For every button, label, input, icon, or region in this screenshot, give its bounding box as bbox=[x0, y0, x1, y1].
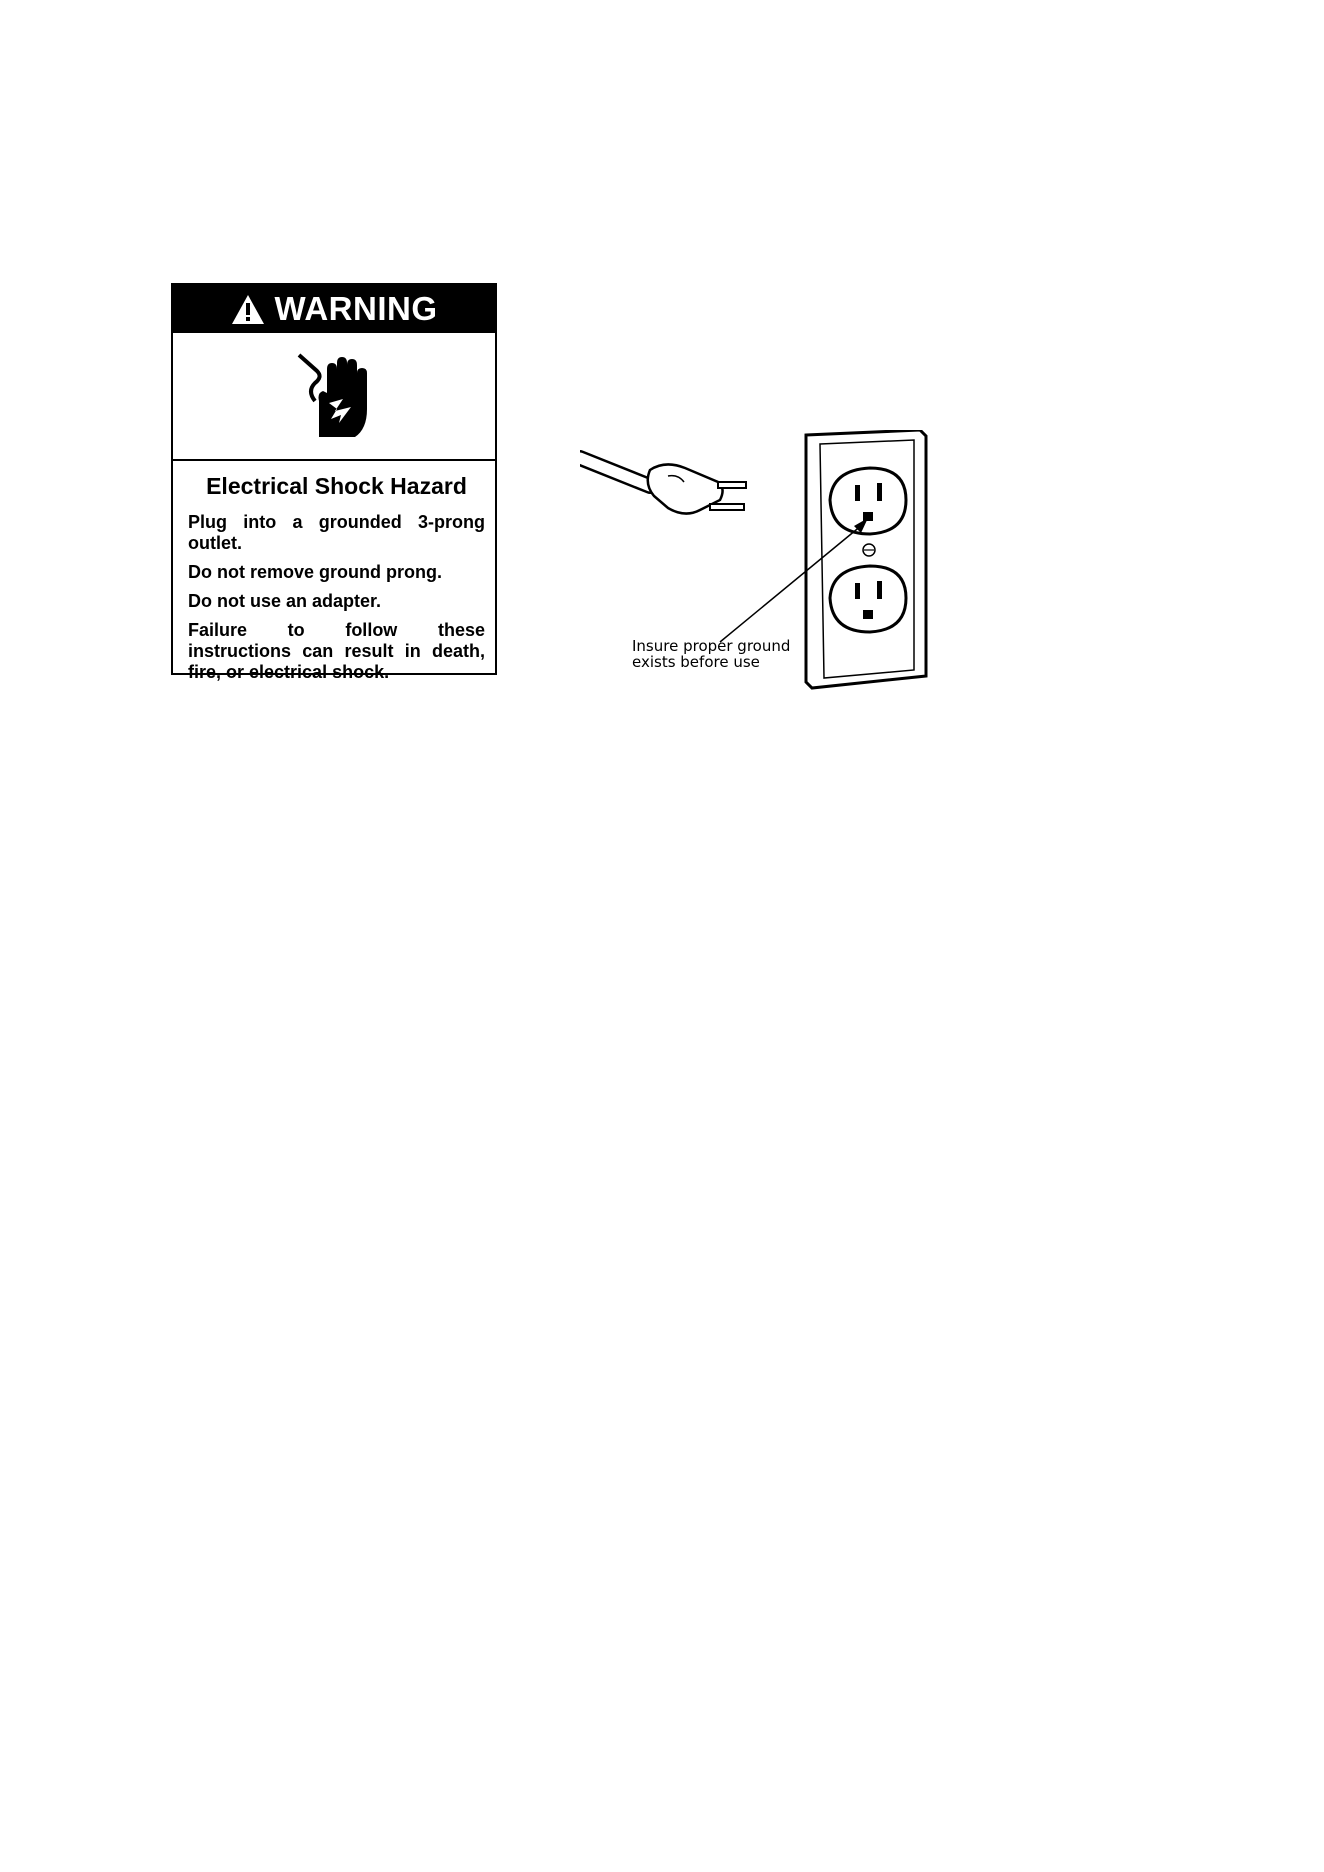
warning-header-text: WARNING bbox=[274, 290, 438, 327]
instruction-item: Plug into a grounded 3-prong outlet. bbox=[188, 512, 485, 553]
instruction-item: Failure to follow these instructions can result in death, fire, or electrical shock. bbox=[188, 620, 485, 682]
warning-triangle-icon bbox=[231, 294, 265, 325]
instruction-item: Do not remove ground prong. bbox=[188, 562, 442, 582]
ground-caption: Insure proper ground exists before use bbox=[632, 637, 791, 671]
warning-text-area bbox=[173, 461, 495, 683]
hazard-title: Electrical Shock Hazard bbox=[206, 473, 467, 499]
instruction-item: Do not use an adapter. bbox=[188, 591, 382, 611]
warning-header bbox=[173, 285, 495, 333]
electric-shock-hand-icon bbox=[289, 349, 379, 444]
symbol-area bbox=[173, 333, 495, 461]
warning-label bbox=[171, 283, 497, 682]
